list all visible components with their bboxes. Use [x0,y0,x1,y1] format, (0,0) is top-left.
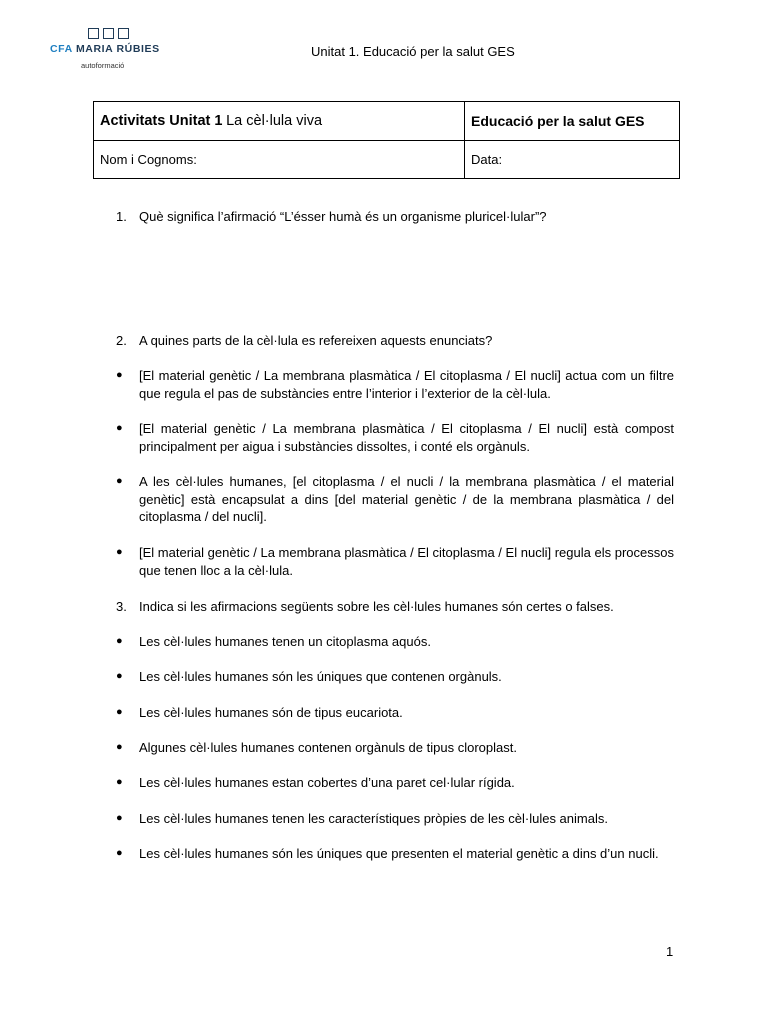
list-item [116,704,674,722]
list-item [116,367,674,402]
bullet-icon: ● [116,635,123,647]
bullet-icon: ● [116,546,123,558]
bullet-icon: ● [116,741,123,753]
list-item [116,633,674,651]
bullet-icon: ● [116,776,123,788]
list-item-text: Les cèl·lules humanes són de tipus eucariota. [139,705,403,720]
list-item-text: Les cèl·lules humanes tenen un citoplasma aquós. [139,634,431,649]
question-number: 3. [116,599,127,614]
list-item [116,774,674,792]
list-item-text: [El material genètic / La membrana plasmàtica / El citoplasma / El nucli] regula els processos que tenen lloc a la cèl·lula. [139,545,674,578]
list-item [116,739,674,757]
worksheet-title-bold: Activitats Unitat 1 [100,113,223,129]
list-item-text: Les cèl·lules humanes són les úniques que contenen orgànuls. [139,669,502,684]
question-text: Indica si les afirmacions següents sobre les cèl·lules humanes són certes o falses. [139,599,614,614]
list-item [116,473,674,526]
list-item [116,668,674,686]
bullet-icon: ● [116,475,123,487]
subject-title: Educació per la salut GES [471,113,645,129]
worksheet-title-rest: La cèl·lula viva [226,113,323,129]
list-item [116,845,674,863]
logo [50,28,162,74]
logo-name-rest: MARIA RÚBIES [75,43,160,55]
logo-subtitle: autoformació [81,61,125,70]
list-item-text: Algunes cèl·lules humanes contenen orgànuls de tipus cloroplast. [139,740,517,755]
worksheet-title-cell [94,102,465,141]
question-3 [116,598,676,616]
logo-name [50,43,160,55]
list-item-text: Les cèl·lules humanes estan cobertes d’una paret cel·lular rígida. [139,775,515,790]
list-item-text: [El material genètic / La membrana plasmàtica / El citoplasma / El nucli] actua com un filtre que regula el pas de substàncies entre l’interior i l’exterior de la cèl·lula. [139,368,674,401]
question-1 [116,208,676,226]
list-item-text: [El material genètic / La membrana plasmàtica / El citoplasma / El nucli] està compost principalment per aigua i substàncies dissoltes, i conté els orgànuls. [139,421,674,454]
name-field[interactable] [94,141,465,179]
bullet-icon: ● [116,706,123,718]
list-item-text: Les cèl·lules humanes tenen les característiques pròpies de les cèl·lules animals. [139,811,608,826]
question-number: 2. [116,333,127,348]
bullet-icon: ● [116,422,123,434]
bullet-icon: ● [116,670,123,682]
logo-name-accent: CFA [50,43,73,55]
date-field[interactable] [465,141,680,179]
question-text: A quines parts de la cèl·lula es refereixen aquests enunciats? [139,333,493,348]
page-number: 1 [666,944,674,959]
question-2 [116,332,676,350]
bullet-icon: ● [116,812,123,824]
list-item [116,420,674,455]
logo-squares-icon [88,28,129,39]
list-item [116,810,674,828]
bullet-icon: ● [116,369,123,381]
header-title: Unitat 1. Educació per la salut GES [311,44,515,59]
list-item-text: A les cèl·lules humanes, [el citoplasma / el nucli / la membrana plasmàtica / el material genètic] està encapsulat a dins [del material genètic / de la membrana plasmàtica / del citoplasma / del nucli]. [139,474,674,524]
info-table [93,101,680,179]
subject-cell [465,102,680,141]
list-item-text: Les cèl·lules humanes són les úniques que presenten el material genètic a dins d’un nucli. [139,846,659,861]
date-label: Data: [471,152,503,167]
name-label: Nom i Cognoms: [100,152,197,167]
bullet-icon: ● [116,847,123,859]
question-text: Què significa l’afirmació “L’ésser humà és un organisme pluricel·lular”? [139,209,547,224]
question-number: 1. [116,209,127,224]
list-item [116,544,674,579]
